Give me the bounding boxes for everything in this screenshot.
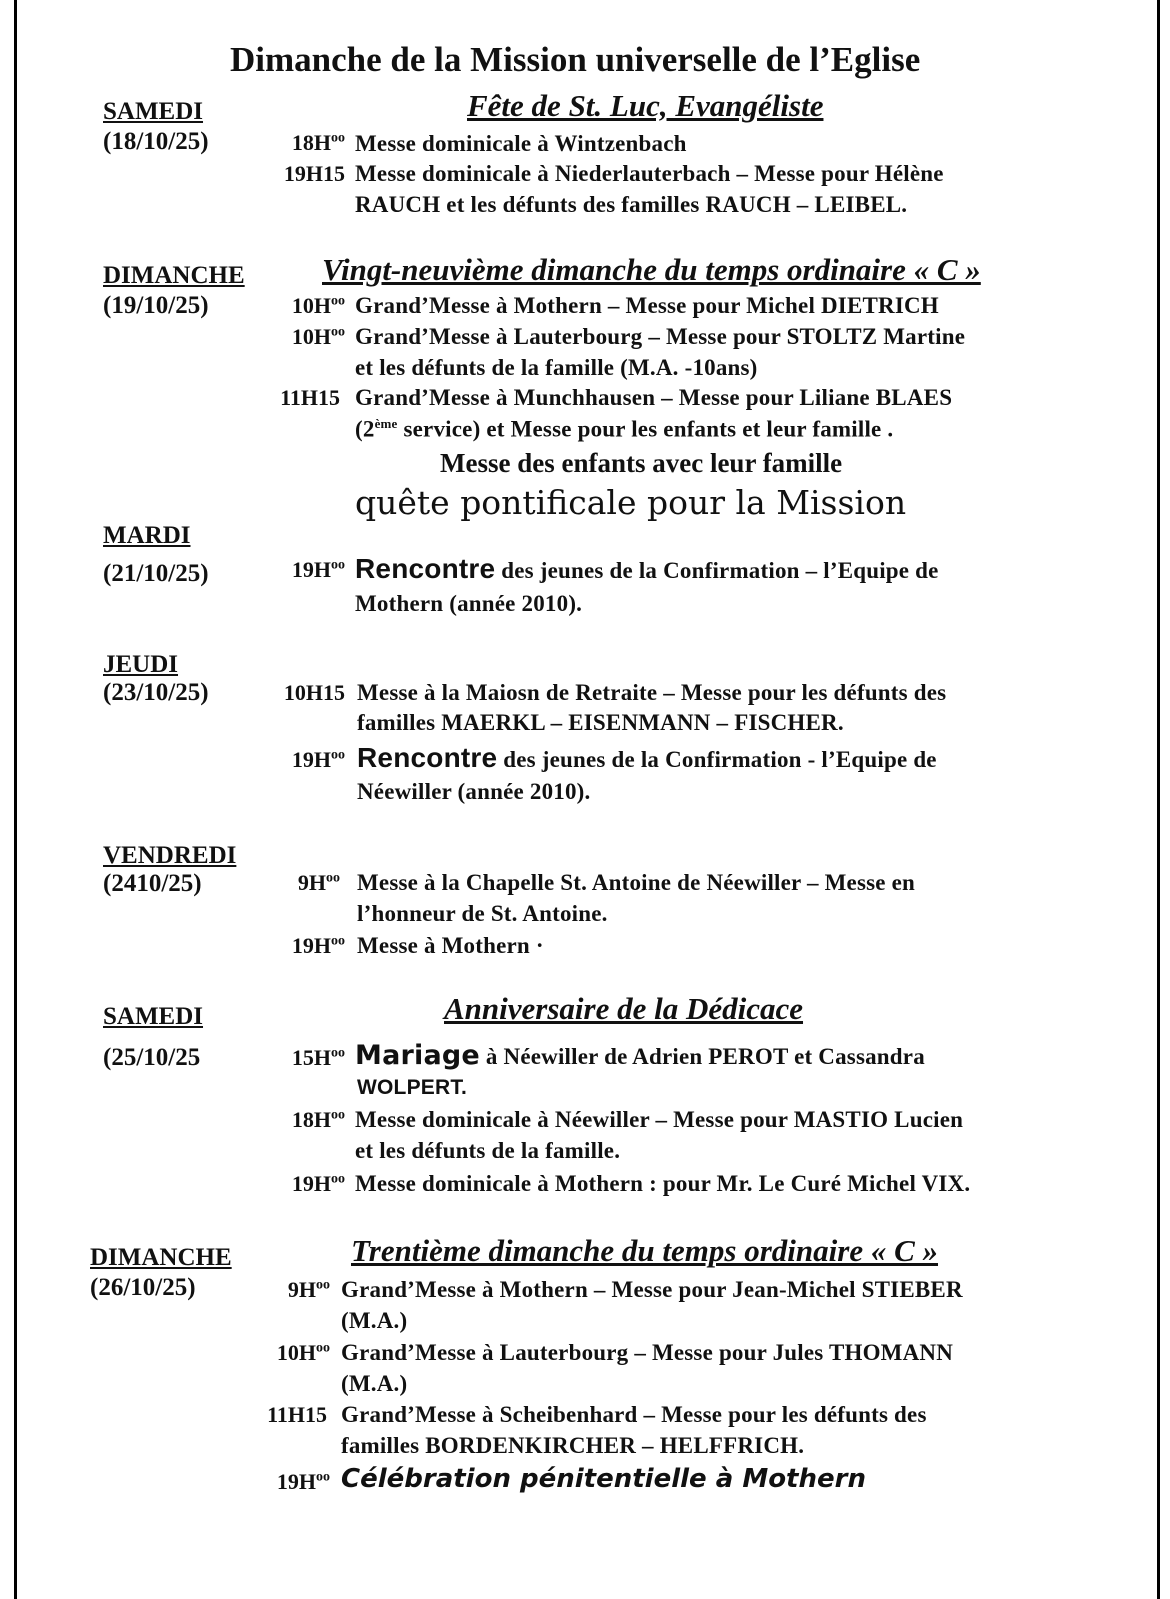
section-heading: Fête de St. Luc, Evangéliste	[467, 88, 824, 123]
celebration-note: Célébration pénitentielle à Mothern	[341, 1464, 866, 1494]
day-date: (25/10/25	[103, 1044, 201, 1071]
time: $18H^{oo}$	[291, 130, 345, 155]
day-date: (21/10/25)	[103, 560, 209, 587]
day-label	[103, 1003, 203, 1072]
time: 11H15	[267, 1402, 327, 1427]
day-date: (18/10/25)	[103, 128, 209, 155]
day-date: (23/10/25)	[103, 679, 209, 706]
entry-line: Grand’Messe à Mothern – Messe pour Jean-Michel STIEBER	[341, 1277, 963, 1302]
entry-line: Messe à la Maiosn de Retraite – Messe pour les défunts des	[357, 680, 947, 705]
section-heading: Anniversaire de la Dédicace	[444, 991, 804, 1026]
day-label	[103, 651, 209, 707]
time: $19H^{oo}$	[291, 557, 345, 582]
entry-line: Grand’Messe à Munchhausen – Messe pour Liliane BLAES	[355, 385, 953, 410]
quete-note: quête pontificale pour la Mission	[355, 483, 907, 522]
entry-line: Messe dominicale à Néewiller – Messe pour MASTIO Lucien	[355, 1107, 964, 1132]
day-name: DIMANCHE	[90, 1244, 232, 1271]
time: $9H^{oo}$	[297, 870, 340, 895]
entry-line: RAUCH et les défunts des familles RAUCH – LEIBEL.	[355, 192, 908, 217]
day-date: (26/10/25)	[90, 1274, 196, 1301]
time: $10H^{oo}$	[291, 293, 345, 318]
time: $19H^{oo}$	[291, 747, 345, 772]
entry-line: Messe à la Chapelle St. Antoine de Néewiller – Messe en	[357, 870, 916, 895]
entry-line: Rencontre des jeunes de la Confirmation - l’Equipe de	[357, 742, 937, 773]
entry-line: Mothern (année 2010).	[355, 591, 583, 616]
section-heading: Trentième dimanche du temps ordinaire « C »	[351, 1233, 939, 1268]
time: 19H15	[283, 161, 345, 186]
day-name: DIMANCHE	[103, 262, 245, 289]
time: $10H^{oo}$	[276, 1340, 330, 1365]
entry-line: (M.A.)	[341, 1308, 408, 1333]
time: $18H^{oo}$	[291, 1107, 345, 1132]
entry-line: (2ème service) et Messe pour les enfants et leur famille .	[355, 416, 894, 442]
day-label	[103, 522, 209, 588]
section-heading: Vingt-neuvième dimanche du temps ordinaire « C »	[322, 252, 981, 287]
entry-line: Messe à Mothern ·	[357, 933, 544, 958]
entry-line: Grand’Messe à Lauterbourg – Messe pour Jules THOMANN	[341, 1340, 954, 1365]
page-title: Dimanche de la Mission universelle de l’Eglise	[230, 40, 921, 79]
entry-line: Grand’Messe à Mothern – Messe pour Michel DIETRICH	[355, 293, 939, 318]
entry-line: familles MAERKL – EISENMANN – FISCHER.	[357, 710, 844, 735]
day-date: (2410/25)	[103, 870, 202, 897]
entry-line: Mariage à Néewiller de Adrien PEROT et Cassandra	[355, 1040, 925, 1071]
entry-line: Messe dominicale à Mothern : pour Mr. Le Curé Michel VIX.	[355, 1171, 971, 1196]
entry-line: Messe dominicale à Niederlauterbach – Messe pour Hélène	[355, 161, 944, 186]
day-label	[103, 842, 236, 898]
day-label	[103, 98, 209, 156]
time: $19H^{oo}$	[291, 933, 345, 958]
day-date: (19/10/25)	[103, 292, 209, 319]
day-label	[103, 262, 245, 320]
entry-line: l’honneur de St. Antoine.	[357, 901, 608, 926]
day-name: MARDI	[103, 522, 191, 549]
time: 11H15	[280, 385, 340, 410]
entry-line: Néewiller (année 2010).	[357, 779, 591, 804]
entry-line: WOLPERT.	[357, 1076, 468, 1099]
day-name: SAMEDI	[103, 1003, 204, 1030]
time: $19H^{oo}$	[291, 1171, 345, 1196]
time: $10H^{oo}$	[291, 324, 345, 349]
entry-line: Rencontre des jeunes de la Confirmation – l’Equipe de	[355, 553, 939, 584]
time: $19H^{oo}$	[276, 1469, 330, 1494]
time: $15H^{oo}$	[291, 1045, 345, 1070]
day-label	[90, 1244, 232, 1302]
time: 10H15	[283, 680, 345, 705]
day-name: SAMEDI	[103, 98, 204, 125]
day-name: JEUDI	[103, 651, 179, 678]
entry-line: Grand’Messe à Lauterbourg – Messe pour STOLTZ Martine	[355, 324, 966, 349]
entry-line: et les défunts de la famille (M.A. -10ans)	[355, 355, 758, 380]
entry-line: Messe dominicale à Wintzenbach	[355, 131, 687, 156]
time: $9H^{oo}$	[287, 1277, 330, 1302]
entry-line: familles BORDENKIRCHER – HELFFRICH.	[341, 1433, 805, 1458]
entry-line: Grand’Messe à Scheibenhard – Messe pour les défunts des	[341, 1402, 927, 1427]
entry-line: (M.A.)	[341, 1371, 408, 1396]
entry-line: et les défunts de la famille.	[355, 1138, 621, 1163]
day-name: VENDREDI	[103, 842, 237, 869]
special-note: Messe des enfants avec leur famille	[440, 448, 843, 478]
